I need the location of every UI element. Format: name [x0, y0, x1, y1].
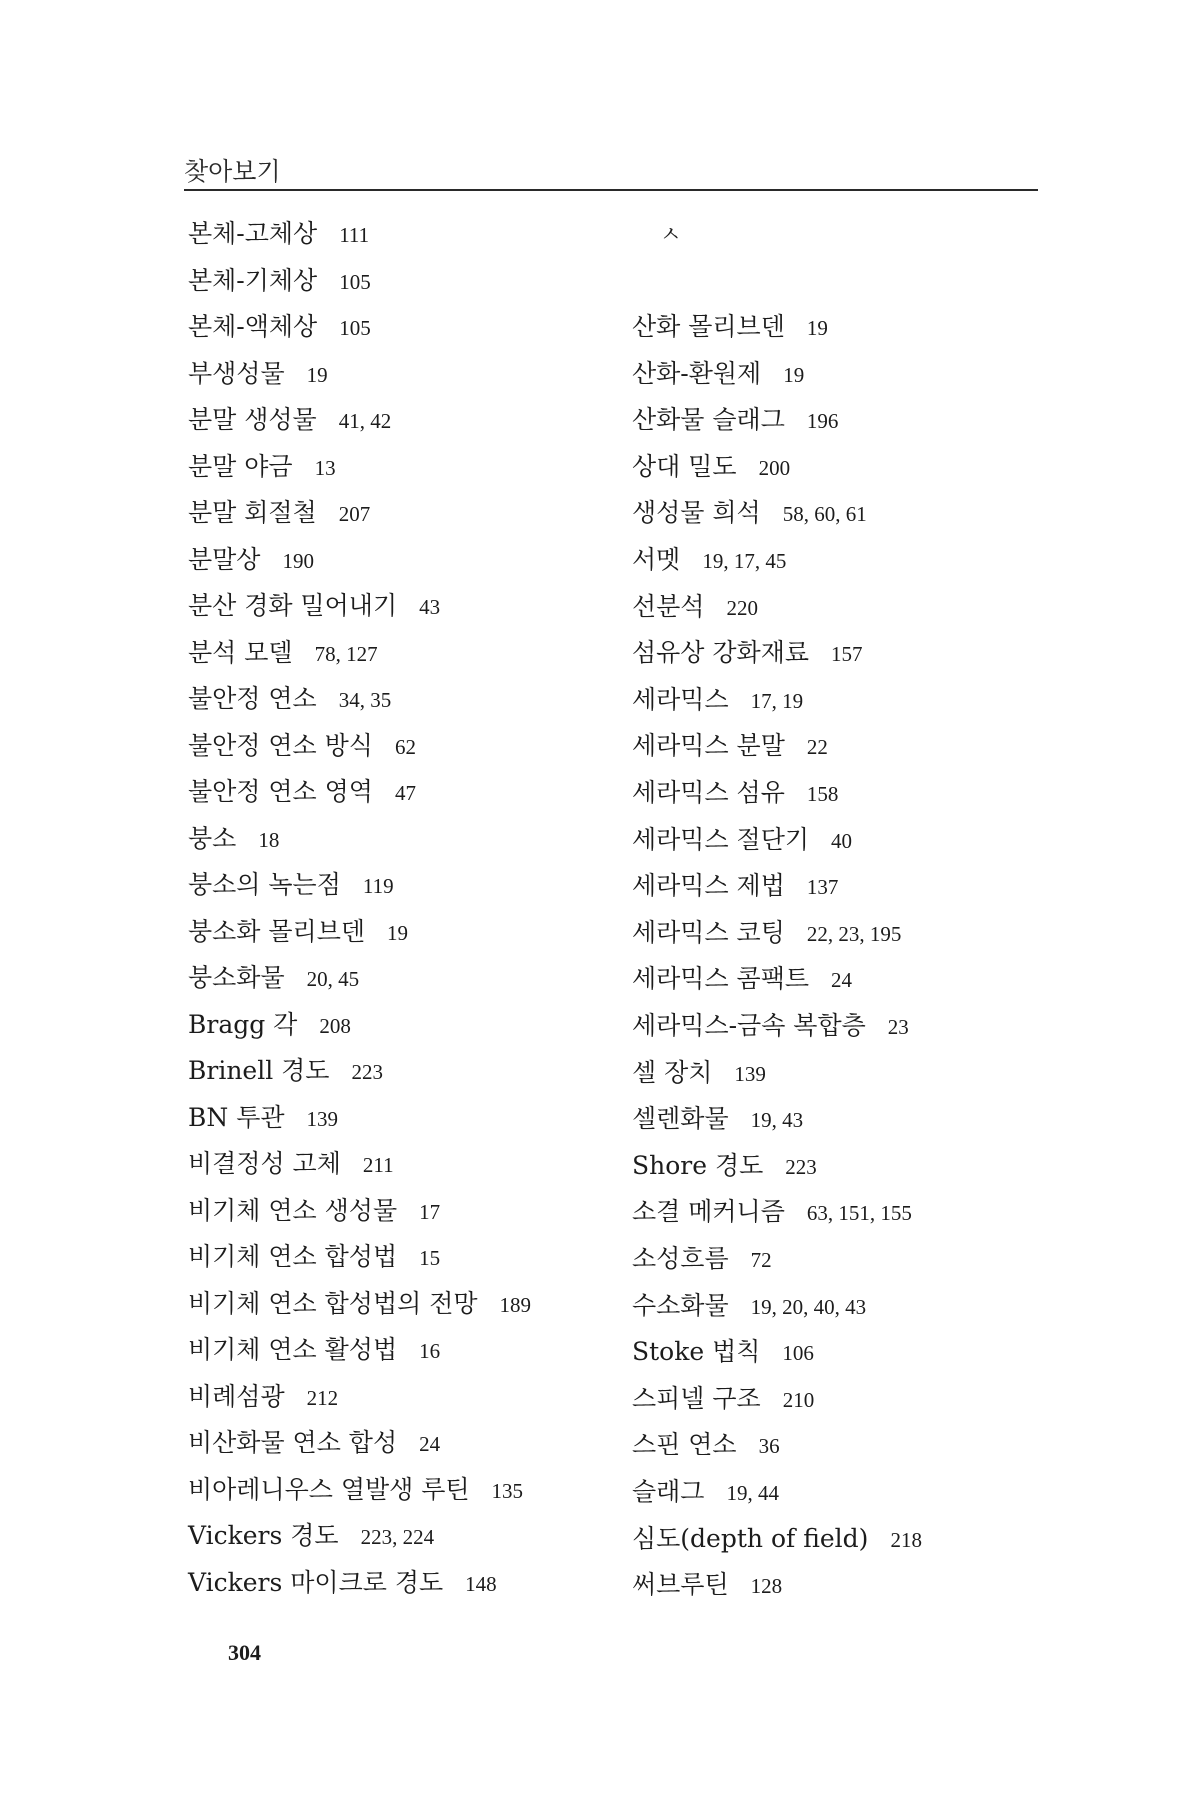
- index-page-refs: 207: [338, 502, 371, 526]
- index-entry: [188, 311, 371, 344]
- index-term: 서멧: [632, 545, 681, 574]
- index-page-refs: 190: [282, 548, 314, 573]
- index-page-refs: 19, 43: [750, 1108, 804, 1133]
- index-entry: [188, 451, 336, 484]
- index-page-refs: 128: [750, 1574, 783, 1599]
- index-entry: [188, 1381, 338, 1414]
- index-term: 세라믹스-금속 복합층: [632, 1011, 866, 1040]
- index-page-refs: 135: [491, 1478, 524, 1503]
- index-entry: [632, 684, 803, 717]
- index-entry: [632, 1010, 909, 1043]
- index-page-refs: 24: [419, 1432, 441, 1456]
- index-entry: [188, 404, 391, 437]
- index-page-refs: 200: [758, 455, 791, 480]
- index-page-refs: 19: [806, 316, 828, 340]
- index-term: 분석 모델: [188, 637, 293, 667]
- index-entry: [632, 497, 867, 530]
- index-page-refs: 15: [419, 1246, 441, 1270]
- index-page-refs: 19, 17, 45: [702, 549, 787, 573]
- index-term: 세라믹스 코팅: [632, 917, 785, 947]
- index-page-refs: 218: [890, 1527, 922, 1552]
- index-entry: [188, 1567, 497, 1600]
- index-term: 불안정 연소 영역: [188, 777, 373, 806]
- index-term: Brinell 경도: [188, 1056, 330, 1085]
- index-term: 붕소화물: [188, 963, 285, 992]
- index-page-refs: 223: [785, 1154, 817, 1179]
- index-page-refs: 20, 45: [306, 967, 360, 991]
- index-entry: [632, 1057, 766, 1090]
- index-page-refs: 139: [734, 1061, 766, 1086]
- index-page-refs: 106: [782, 1341, 814, 1366]
- index-term: 선분석: [632, 591, 705, 621]
- index-page-refs: 47: [394, 781, 416, 805]
- index-term: 부생성물: [188, 358, 285, 388]
- index-entry: [188, 265, 371, 298]
- index-entry: [188, 544, 314, 577]
- index-page-refs: 19: [306, 362, 328, 387]
- index-term: 비아레니우스 열발생 루틴: [188, 1474, 470, 1504]
- index-entry: [188, 1195, 440, 1228]
- index-page-refs: 18: [258, 827, 280, 852]
- index-term: 분말 야금: [188, 451, 293, 481]
- index-term: 섬유상 강화재료: [632, 638, 809, 668]
- index-page-refs: 220: [726, 595, 758, 620]
- index-term: 세라믹스 콤팩트: [632, 964, 809, 994]
- index-entry: [632, 1383, 814, 1416]
- index-page-refs: 223, 224: [360, 1525, 435, 1549]
- index-term: 수소화물: [632, 1290, 729, 1320]
- index-page-refs: 105: [339, 269, 371, 294]
- index-entry: [188, 1334, 440, 1367]
- page-number: 304: [228, 1640, 261, 1665]
- index-entry: [632, 544, 786, 577]
- index-term: Vickers 마이크로 경도: [188, 1567, 444, 1597]
- index-page-refs: 189: [499, 1292, 531, 1317]
- index-term: 불안정 연소: [188, 684, 317, 713]
- index-page-refs: 13: [314, 455, 336, 480]
- index-page-refs: 63, 151, 155: [806, 1201, 912, 1226]
- index-term: 비결정성 고체: [188, 1149, 341, 1178]
- index-entry: [188, 497, 370, 530]
- index-page-refs: 40: [831, 828, 852, 853]
- index-term: 산화 몰리브덴: [632, 312, 785, 341]
- index-term: 본체-액체상: [188, 312, 318, 341]
- index-page-refs: 58, 60, 61: [782, 502, 867, 527]
- index-page-refs: 17: [419, 1199, 441, 1224]
- index-term: 비기체 연소 합성법의 전망: [188, 1288, 478, 1318]
- index-entry: [632, 1290, 866, 1323]
- index-page-refs: 119: [362, 874, 394, 898]
- index-term: 비산화물 연소 합성: [188, 1428, 398, 1457]
- index-entry: [188, 730, 416, 763]
- index-page-refs: 23: [887, 1015, 909, 1039]
- index-page-refs: 148: [465, 1571, 497, 1596]
- index-entry: [632, 311, 828, 344]
- index-entry: [632, 870, 838, 903]
- index-page-refs: 223: [351, 1060, 383, 1084]
- index-term: Shore 경도: [632, 1150, 764, 1180]
- index-page-refs: 17, 19: [750, 688, 804, 713]
- index-term: Vickers 경도: [188, 1521, 339, 1550]
- index-page-refs: 22: [806, 735, 828, 760]
- index-entry: [632, 1523, 922, 1556]
- index-term: 붕소: [188, 823, 237, 853]
- index-term: 상대 밀도: [632, 451, 737, 481]
- index-page-refs: 210: [782, 1387, 815, 1412]
- index-term: 분말 회절철: [188, 498, 317, 527]
- index-page-refs: 111: [339, 223, 370, 247]
- index-page-refs: 24: [831, 968, 852, 993]
- index-term: 스피넬 구조: [632, 1383, 761, 1413]
- index-entry: [632, 1243, 772, 1276]
- index-entry: [632, 777, 838, 810]
- index-entry: [632, 917, 901, 950]
- index-term: 본체-기체상: [188, 265, 318, 295]
- index-page-refs: 208: [319, 1013, 351, 1038]
- index-term: 분말상: [188, 544, 261, 574]
- index-page-refs: 22, 23, 195: [806, 921, 902, 946]
- index-entry: [632, 404, 838, 437]
- index-page-refs: 139: [306, 1106, 338, 1131]
- index-term: 세라믹스 제법: [632, 871, 785, 901]
- index-term: 붕소화 몰리브덴: [188, 916, 365, 946]
- page-header-title: 찾아보기: [184, 157, 281, 186]
- index-page-refs: 62: [394, 734, 416, 759]
- index-entry: [188, 776, 416, 809]
- index-entry: [188, 1055, 383, 1088]
- index-entry: [188, 1427, 440, 1460]
- index-page-refs: 196: [806, 409, 839, 434]
- index-entry: [632, 963, 852, 996]
- index-page-refs: 19, 20, 40, 43: [750, 1294, 867, 1319]
- index-term: Bragg 각: [188, 1009, 298, 1039]
- index-entry: [188, 1520, 434, 1553]
- index-term: 소결 메커니즘: [632, 1197, 785, 1227]
- index-entry: [188, 358, 328, 391]
- index-term: 셀렌화물: [632, 1104, 729, 1134]
- index-entry: [188, 683, 391, 716]
- index-term: 비기체 연소 활성법: [188, 1335, 398, 1364]
- index-page-refs: 78, 127: [314, 641, 378, 666]
- index-term: 붕소의 녹는점: [188, 870, 341, 899]
- index-entry: [632, 451, 790, 484]
- index-term: 소성흐름: [632, 1244, 729, 1273]
- section-letter: ㅅ: [660, 223, 682, 248]
- index-entry: [632, 637, 863, 670]
- index-term: 불안정 연소 방식: [188, 730, 373, 760]
- index-entry: [188, 869, 394, 902]
- index-page-refs: 105: [339, 316, 371, 340]
- index-term: 써브루틴: [632, 1570, 729, 1600]
- index-page-refs: 137: [806, 875, 839, 900]
- index-term: 셀 장치: [632, 1057, 713, 1087]
- index-term: 슬래그: [632, 1477, 705, 1506]
- index-term: 세라믹스 분말: [632, 731, 785, 761]
- index-page-refs: 157: [831, 642, 863, 667]
- index-term: 산화-환원제: [632, 358, 762, 388]
- index-page-refs: 36: [758, 1434, 780, 1459]
- index-term: Stoke 법칙: [632, 1337, 761, 1367]
- index-entry: [632, 1476, 779, 1509]
- index-page-refs: 211: [362, 1153, 394, 1177]
- index-entry: [188, 962, 359, 995]
- index-page-refs: 19: [783, 362, 805, 387]
- index-term: 비기체 연소 생성물: [188, 1195, 398, 1225]
- index-term: 세라믹스 절단기: [632, 824, 809, 854]
- index-term: 생성물 희석: [632, 498, 761, 528]
- index-entry: [188, 590, 440, 623]
- index-entry: [632, 1150, 817, 1183]
- index-entry: [188, 1148, 394, 1181]
- index-page-refs: 41, 42: [338, 409, 392, 433]
- index-term: 분산 경화 밀어내기: [188, 591, 398, 620]
- index-entry: [188, 916, 408, 949]
- index-entry: [632, 1103, 803, 1136]
- index-entry: [188, 637, 378, 670]
- index-entry: [188, 1241, 440, 1274]
- index-term: 비례섬광: [188, 1381, 285, 1411]
- index-entry: [188, 1009, 351, 1042]
- index-page-refs: 19, 44: [726, 1481, 779, 1505]
- index-page-refs: 158: [806, 782, 839, 806]
- index-entry: [632, 730, 828, 763]
- index-entry: [632, 824, 852, 857]
- index-term: 비기체 연소 합성법: [188, 1242, 398, 1271]
- header-rule: [184, 189, 1038, 191]
- index-entry: [632, 1336, 814, 1369]
- index-page-refs: 34, 35: [338, 688, 392, 712]
- index-entry: [188, 1102, 338, 1135]
- index-entry: [188, 218, 369, 251]
- index-term: 산화물 슬래그: [632, 405, 785, 435]
- index-page-refs: 19: [387, 920, 408, 945]
- index-entry: [632, 358, 804, 391]
- index-entry: [632, 1569, 782, 1602]
- index-entry: [188, 1288, 531, 1321]
- index-entry: [632, 591, 758, 624]
- index-term: 심도(depth of field): [632, 1523, 869, 1553]
- index-entry: [188, 823, 279, 856]
- index-term: 세라믹스: [632, 684, 729, 714]
- index-term: 스핀 연소: [632, 1430, 737, 1460]
- index-term: 본체-고체상: [188, 219, 318, 248]
- index-page-refs: 43: [419, 595, 441, 619]
- index-page-refs: 72: [750, 1248, 772, 1272]
- index-entry: [632, 1196, 912, 1229]
- index-page-refs: 212: [306, 1385, 339, 1410]
- index-term: 세라믹스 섬유: [632, 778, 785, 807]
- index-term: BN 투관: [188, 1102, 285, 1132]
- index-entry: [188, 1474, 523, 1507]
- index-term: 분말 생성물: [188, 405, 317, 434]
- index-page-refs: 16: [419, 1339, 441, 1363]
- index-entry: [632, 1429, 780, 1462]
